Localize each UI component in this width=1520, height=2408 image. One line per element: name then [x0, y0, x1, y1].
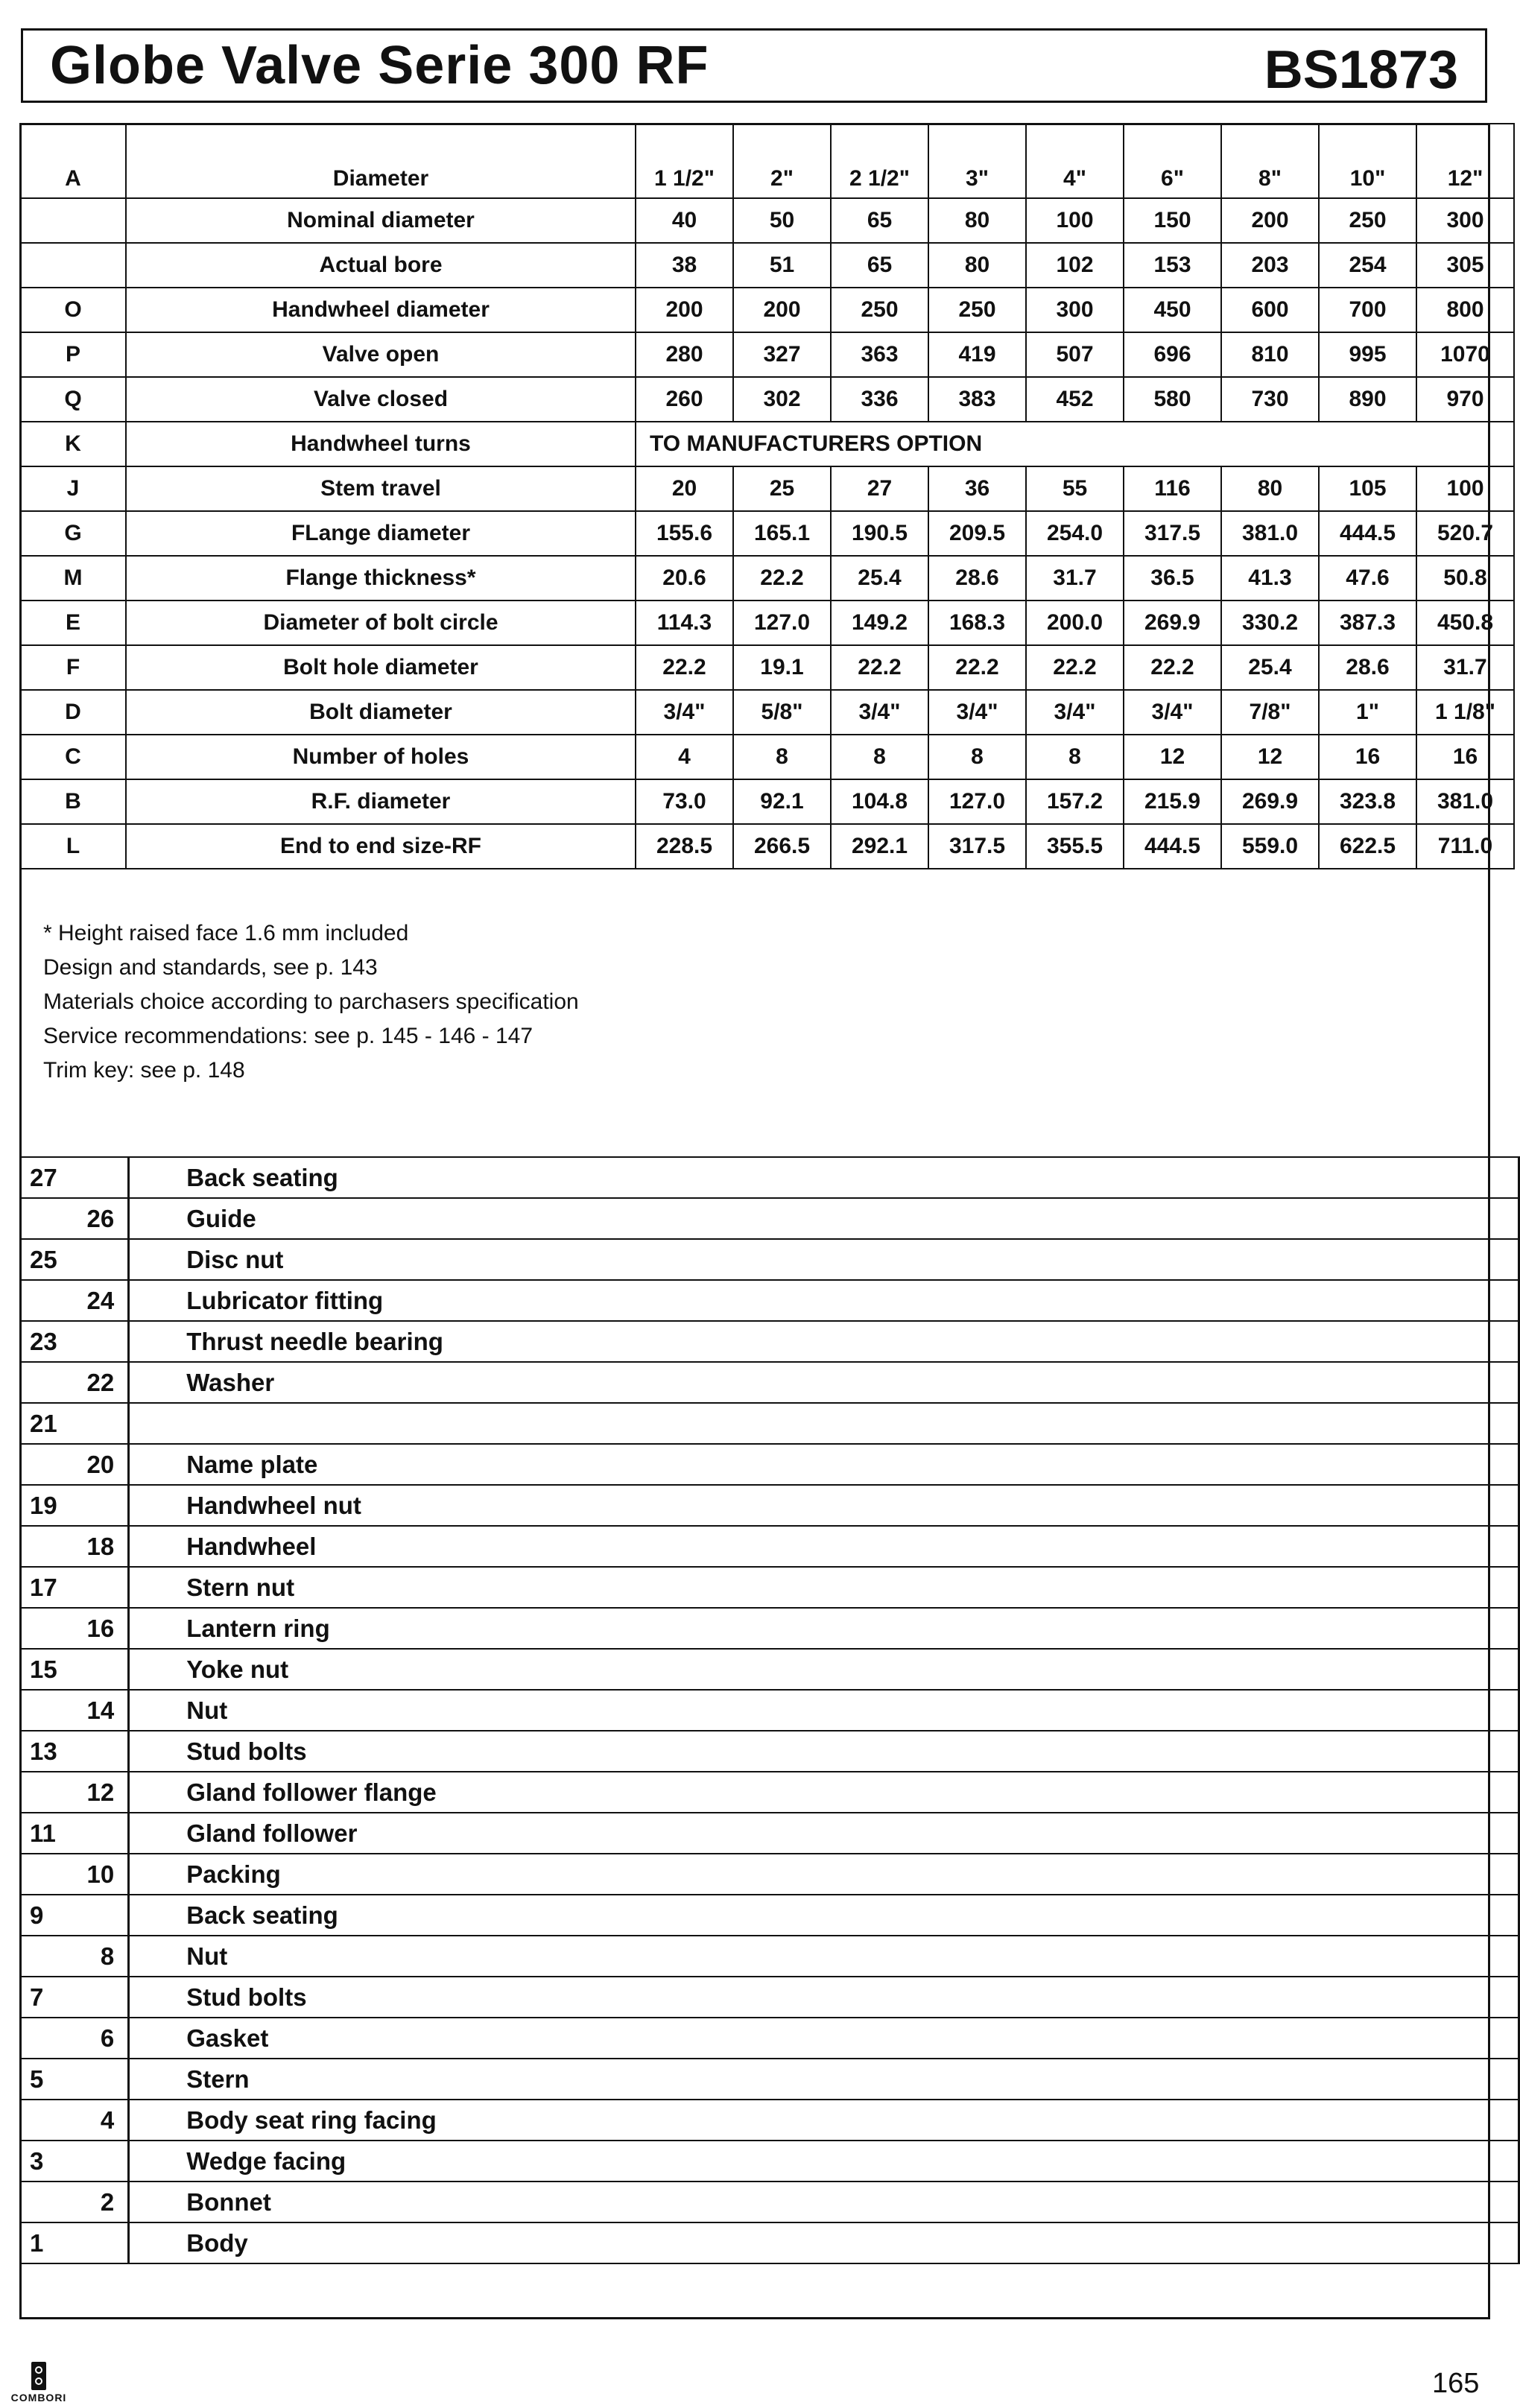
- dimension-value: 80: [1221, 466, 1319, 511]
- dimension-value: 3/4": [831, 690, 928, 735]
- dimension-label: Handwheel turns: [126, 422, 636, 466]
- part-name: Disc nut: [129, 1239, 1519, 1280]
- dimension-value: 50: [733, 198, 831, 243]
- logo-text: COMBORI: [10, 2392, 67, 2404]
- dimension-value: 4: [636, 735, 733, 779]
- dimension-value: 65: [831, 243, 928, 288]
- part-name: Name plate: [129, 1444, 1519, 1485]
- dimension-value: 1": [1319, 690, 1416, 735]
- dimension-value: 520.7: [1416, 511, 1514, 556]
- dimension-letter: K: [20, 422, 126, 466]
- dimension-value: 3/4": [636, 690, 733, 735]
- size-header: 3": [928, 124, 1026, 198]
- table-row: [20, 288, 1514, 332]
- note-line: Materials choice according to parchasers specification: [43, 989, 579, 1014]
- parts-list-table: [19, 1156, 1520, 2264]
- dimension-label: Flange thickness*: [126, 556, 636, 601]
- dimension-value: 105: [1319, 466, 1416, 511]
- size-header: 2": [733, 124, 831, 198]
- dimension-value: 25.4: [831, 556, 928, 601]
- dimension-value: 336: [831, 377, 928, 422]
- part-name: Thrust needle bearing: [129, 1321, 1519, 1362]
- dimension-value: 5/8": [733, 690, 831, 735]
- dimension-value: 31.7: [1026, 556, 1124, 601]
- dimension-value: 16: [1319, 735, 1416, 779]
- part-row: [19, 2182, 1519, 2222]
- dimension-value: 104.8: [831, 779, 928, 824]
- dimension-value: 209.5: [928, 511, 1026, 556]
- dimension-value: 27: [831, 466, 928, 511]
- dimension-label: Diameter of bolt circle: [126, 601, 636, 645]
- dimension-value: 50.8: [1416, 556, 1514, 601]
- size-header: 6": [1124, 124, 1221, 198]
- part-name: Body seat ring facing: [129, 2100, 1519, 2141]
- note-line: Trim key: see p. 148: [43, 1058, 245, 1083]
- part-row: [19, 1813, 1519, 1854]
- dimension-value: 22.2: [831, 645, 928, 690]
- part-name: Body: [129, 2222, 1519, 2263]
- part-row: [19, 2141, 1519, 2182]
- dimension-value: 55: [1026, 466, 1124, 511]
- part-row: [19, 1895, 1519, 1936]
- dimension-value: 323.8: [1319, 779, 1416, 824]
- part-row: [19, 1649, 1519, 1690]
- part-row: [19, 1936, 1519, 1977]
- dimension-value: 580: [1124, 377, 1221, 422]
- dimension-value: 890: [1319, 377, 1416, 422]
- part-number: 16: [19, 1608, 129, 1649]
- dimension-value: 116: [1124, 466, 1221, 511]
- size-header: 1 1/2": [636, 124, 733, 198]
- dimension-letter: J: [20, 466, 126, 511]
- table-row: [20, 601, 1514, 645]
- dimension-value: 317.5: [928, 824, 1026, 869]
- part-name: Wedge facing: [129, 2141, 1519, 2182]
- dimension-value: 22.2: [636, 645, 733, 690]
- dimension-value: 7/8": [1221, 690, 1319, 735]
- part-row: [19, 2100, 1519, 2141]
- dimension-value: 3/4": [1124, 690, 1221, 735]
- table-row: [20, 690, 1514, 735]
- part-row: [19, 1198, 1519, 1239]
- part-number: 21: [19, 1403, 129, 1444]
- dimension-value: 20: [636, 466, 733, 511]
- dimension-letter: L: [20, 824, 126, 869]
- dimension-letter: D: [20, 690, 126, 735]
- dimension-value: 450.8: [1416, 601, 1514, 645]
- table-row: [20, 243, 1514, 288]
- dimension-value: 8: [733, 735, 831, 779]
- dimension-value: 730: [1221, 377, 1319, 422]
- page-number: 165: [1432, 2368, 1480, 2399]
- part-number: 17: [19, 1567, 129, 1608]
- part-row: [19, 1239, 1519, 1280]
- part-row: [19, 1362, 1519, 1403]
- part-number: 12: [19, 1772, 129, 1813]
- dimension-label: Valve closed: [126, 377, 636, 422]
- dimension-value: 38: [636, 243, 733, 288]
- size-header: 8": [1221, 124, 1319, 198]
- dimension-letter: F: [20, 645, 126, 690]
- part-number: 27: [19, 1157, 129, 1198]
- dimension-value: 1 1/8": [1416, 690, 1514, 735]
- dimension-label: Stem travel: [126, 466, 636, 511]
- part-number: 9: [19, 1895, 129, 1936]
- dimension-value: 22.2: [733, 556, 831, 601]
- dimension-value: 260: [636, 377, 733, 422]
- dimension-value: 80: [928, 198, 1026, 243]
- dimension-value: 47.6: [1319, 556, 1416, 601]
- dimension-value: 280: [636, 332, 733, 377]
- dimension-value: 155.6: [636, 511, 733, 556]
- dimension-value: 149.2: [831, 601, 928, 645]
- part-number: 24: [19, 1280, 129, 1321]
- dimension-value: 127.0: [928, 779, 1026, 824]
- manufacturer-option: TO MANUFACTURERS OPTION: [636, 422, 1514, 466]
- table-row: [20, 824, 1514, 869]
- dimension-label: Nominal diameter: [126, 198, 636, 243]
- part-row: [19, 2018, 1519, 2059]
- part-number: 2: [19, 2182, 129, 2222]
- dimension-value: 25.4: [1221, 645, 1319, 690]
- dimension-value: 381.0: [1221, 511, 1319, 556]
- size-header: 4": [1026, 124, 1124, 198]
- dimension-value: 22.2: [928, 645, 1026, 690]
- table-row: [20, 511, 1514, 556]
- dimension-value: 190.5: [831, 511, 928, 556]
- dimension-value: 12: [1221, 735, 1319, 779]
- part-row: [19, 1403, 1519, 1444]
- dimension-letter: P: [20, 332, 126, 377]
- dimension-value: 41.3: [1221, 556, 1319, 601]
- dimension-value: 40: [636, 198, 733, 243]
- part-name: Nut: [129, 1690, 1519, 1731]
- part-name: [129, 1403, 1519, 1444]
- note-line: * Height raised face 1.6 mm included: [43, 921, 409, 945]
- dimension-value: 600: [1221, 288, 1319, 332]
- size-header: 2 1/2": [831, 124, 928, 198]
- part-row: [19, 1444, 1519, 1485]
- logo-icon: [31, 2362, 46, 2390]
- part-number: 15: [19, 1649, 129, 1690]
- part-name: Handwheel: [129, 1526, 1519, 1567]
- dimension-value: 80: [928, 243, 1026, 288]
- dimension-letter: M: [20, 556, 126, 601]
- part-name: Back seating: [129, 1157, 1519, 1198]
- part-name: Lubricator fitting: [129, 1280, 1519, 1321]
- dimension-value: 168.3: [928, 601, 1026, 645]
- table-row: [20, 422, 1514, 466]
- part-row: [19, 1485, 1519, 1526]
- dimension-label: Diameter: [126, 124, 636, 198]
- dimension-label: Valve open: [126, 332, 636, 377]
- part-name: Nut: [129, 1936, 1519, 1977]
- dimension-value: 3/4": [1026, 690, 1124, 735]
- dimension-label: Bolt diameter: [126, 690, 636, 735]
- dimension-value: 31.7: [1416, 645, 1514, 690]
- dimension-letter: A: [20, 124, 126, 198]
- dimension-letter: G: [20, 511, 126, 556]
- table-row: [20, 645, 1514, 690]
- dimension-value: 8: [831, 735, 928, 779]
- dimension-letter: B: [20, 779, 126, 824]
- dimension-value: 12: [1124, 735, 1221, 779]
- dimension-label: FLange diameter: [126, 511, 636, 556]
- part-number: 22: [19, 1362, 129, 1403]
- table-row: [20, 779, 1514, 824]
- part-name: Back seating: [129, 1895, 1519, 1936]
- dimension-value: 355.5: [1026, 824, 1124, 869]
- dimension-value: 215.9: [1124, 779, 1221, 824]
- dimension-value: 200.0: [1026, 601, 1124, 645]
- part-name: Stud bolts: [129, 1731, 1519, 1772]
- note-line: Design and standards, see p. 143: [43, 955, 378, 980]
- part-name: Stern: [129, 2059, 1519, 2100]
- dimension-value: 444.5: [1319, 511, 1416, 556]
- part-row: [19, 2059, 1519, 2100]
- dimension-value: 317.5: [1124, 511, 1221, 556]
- dimension-value: 300: [1416, 198, 1514, 243]
- dimension-value: 19.1: [733, 645, 831, 690]
- dimension-value: 127.0: [733, 601, 831, 645]
- part-number: 25: [19, 1239, 129, 1280]
- dimension-value: 16: [1416, 735, 1514, 779]
- dimension-value: 444.5: [1124, 824, 1221, 869]
- table-row: [20, 735, 1514, 779]
- dimension-value: 292.1: [831, 824, 928, 869]
- dimension-value: 114.3: [636, 601, 733, 645]
- size-header: 10": [1319, 124, 1416, 198]
- dimension-letter: O: [20, 288, 126, 332]
- part-name: Bonnet: [129, 2182, 1519, 2222]
- part-number: 10: [19, 1854, 129, 1895]
- dimension-value: 200: [733, 288, 831, 332]
- part-number: 5: [19, 2059, 129, 2100]
- title-box: [21, 28, 1487, 103]
- dimension-value: 150: [1124, 198, 1221, 243]
- part-name: Handwheel nut: [129, 1485, 1519, 1526]
- dimension-value: 269.9: [1124, 601, 1221, 645]
- part-row: [19, 1731, 1519, 1772]
- dimension-value: 419: [928, 332, 1026, 377]
- part-number: 4: [19, 2100, 129, 2141]
- page-title: Globe Valve Serie 300 RF: [50, 36, 709, 95]
- dimension-value: 450: [1124, 288, 1221, 332]
- dimension-letter: E: [20, 601, 126, 645]
- dimension-value: 250: [928, 288, 1026, 332]
- table-row: [20, 466, 1514, 511]
- part-number: 18: [19, 1526, 129, 1567]
- table-header-row: [20, 124, 1514, 198]
- dimension-value: 92.1: [733, 779, 831, 824]
- part-row: [19, 1567, 1519, 1608]
- part-row: [19, 1157, 1519, 1198]
- dimension-value: 157.2: [1026, 779, 1124, 824]
- dimension-value: 250: [831, 288, 928, 332]
- dimension-value: 36.5: [1124, 556, 1221, 601]
- dimension-value: 622.5: [1319, 824, 1416, 869]
- dimension-value: 102: [1026, 243, 1124, 288]
- dimension-value: 970: [1416, 377, 1514, 422]
- dimension-label: Actual bore: [126, 243, 636, 288]
- dimension-value: 254: [1319, 243, 1416, 288]
- part-row: [19, 1526, 1519, 1567]
- table-row: [20, 198, 1514, 243]
- dimension-letter: [20, 198, 126, 243]
- dimension-value: 100: [1026, 198, 1124, 243]
- dimension-letter: C: [20, 735, 126, 779]
- dimension-value: 254.0: [1026, 511, 1124, 556]
- dimension-value: 200: [636, 288, 733, 332]
- dimension-value: 452: [1026, 377, 1124, 422]
- part-row: [19, 1608, 1519, 1649]
- dimension-value: 3/4": [928, 690, 1026, 735]
- dimension-value: 8: [1026, 735, 1124, 779]
- part-number: 23: [19, 1321, 129, 1362]
- dimension-value: 65: [831, 198, 928, 243]
- part-name: Lantern ring: [129, 1608, 1519, 1649]
- part-name: Yoke nut: [129, 1649, 1519, 1690]
- part-row: [19, 1772, 1519, 1813]
- company-logo: [9, 2362, 69, 2404]
- dimension-label: R.F. diameter: [126, 779, 636, 824]
- part-name: Stern nut: [129, 1567, 1519, 1608]
- dimension-value: 330.2: [1221, 601, 1319, 645]
- dimension-label: Handwheel diameter: [126, 288, 636, 332]
- dimension-value: 28.6: [1319, 645, 1416, 690]
- dimension-value: 507: [1026, 332, 1124, 377]
- dimension-value: 250: [1319, 198, 1416, 243]
- dimension-label: Number of holes: [126, 735, 636, 779]
- dimension-value: 559.0: [1221, 824, 1319, 869]
- dimensions-table: [19, 123, 1515, 869]
- dimension-value: 300: [1026, 288, 1124, 332]
- dimension-value: 302: [733, 377, 831, 422]
- part-name: Gland follower flange: [129, 1772, 1519, 1813]
- dimension-label: Bolt hole diameter: [126, 645, 636, 690]
- part-number: 26: [19, 1198, 129, 1239]
- dimension-letter: Q: [20, 377, 126, 422]
- part-row: [19, 1280, 1519, 1321]
- table-row: [20, 332, 1514, 377]
- part-name: Guide: [129, 1198, 1519, 1239]
- note-line: Service recommendations: see p. 145 - 146 - 147: [43, 1024, 533, 1048]
- part-name: Gland follower: [129, 1813, 1519, 1854]
- dimension-value: 51: [733, 243, 831, 288]
- part-number: 7: [19, 1977, 129, 2018]
- part-number: 8: [19, 1936, 129, 1977]
- dimension-value: 73.0: [636, 779, 733, 824]
- dimension-value: 1070: [1416, 332, 1514, 377]
- part-number: 11: [19, 1813, 129, 1854]
- part-row: [19, 2222, 1519, 2263]
- dimension-value: 20.6: [636, 556, 733, 601]
- dimension-letter: [20, 243, 126, 288]
- dimension-value: 8: [928, 735, 1026, 779]
- dimension-value: 387.3: [1319, 601, 1416, 645]
- table-row: [20, 377, 1514, 422]
- dimension-value: 200: [1221, 198, 1319, 243]
- dimension-value: 28.6: [928, 556, 1026, 601]
- dimension-value: 22.2: [1124, 645, 1221, 690]
- dimension-value: 165.1: [733, 511, 831, 556]
- dimension-value: 305: [1416, 243, 1514, 288]
- part-number: 6: [19, 2018, 129, 2059]
- dimension-value: 696: [1124, 332, 1221, 377]
- notes: [43, 916, 579, 1088]
- dimension-value: 711.0: [1416, 824, 1514, 869]
- dimension-value: 800: [1416, 288, 1514, 332]
- dimension-value: 25: [733, 466, 831, 511]
- part-row: [19, 1690, 1519, 1731]
- dimension-value: 100: [1416, 466, 1514, 511]
- dimension-value: 363: [831, 332, 928, 377]
- dimension-value: 228.5: [636, 824, 733, 869]
- table-row: [20, 556, 1514, 601]
- dimension-value: 995: [1319, 332, 1416, 377]
- dimension-value: 810: [1221, 332, 1319, 377]
- part-number: 13: [19, 1731, 129, 1772]
- size-header: 12": [1416, 124, 1514, 198]
- part-number: 20: [19, 1444, 129, 1485]
- part-row: [19, 1321, 1519, 1362]
- part-name: Stud bolts: [129, 1977, 1519, 2018]
- part-number: 14: [19, 1690, 129, 1731]
- dimension-value: 203: [1221, 243, 1319, 288]
- dimension-value: 381.0: [1416, 779, 1514, 824]
- part-row: [19, 1854, 1519, 1895]
- dimension-value: 22.2: [1026, 645, 1124, 690]
- dimension-value: 327: [733, 332, 831, 377]
- part-number: 3: [19, 2141, 129, 2182]
- part-row: [19, 1977, 1519, 2018]
- dimension-value: 269.9: [1221, 779, 1319, 824]
- dimension-value: 266.5: [733, 824, 831, 869]
- dimension-value: 36: [928, 466, 1026, 511]
- part-name: Packing: [129, 1854, 1519, 1895]
- part-number: 19: [19, 1485, 129, 1526]
- part-number: 1: [19, 2222, 129, 2263]
- dimension-value: 383: [928, 377, 1026, 422]
- standard-code: BS1873: [1264, 40, 1458, 100]
- part-name: Gasket: [129, 2018, 1519, 2059]
- part-name: Washer: [129, 1362, 1519, 1403]
- dimension-value: 153: [1124, 243, 1221, 288]
- dimension-value: 700: [1319, 288, 1416, 332]
- dimension-label: End to end size-RF: [126, 824, 636, 869]
